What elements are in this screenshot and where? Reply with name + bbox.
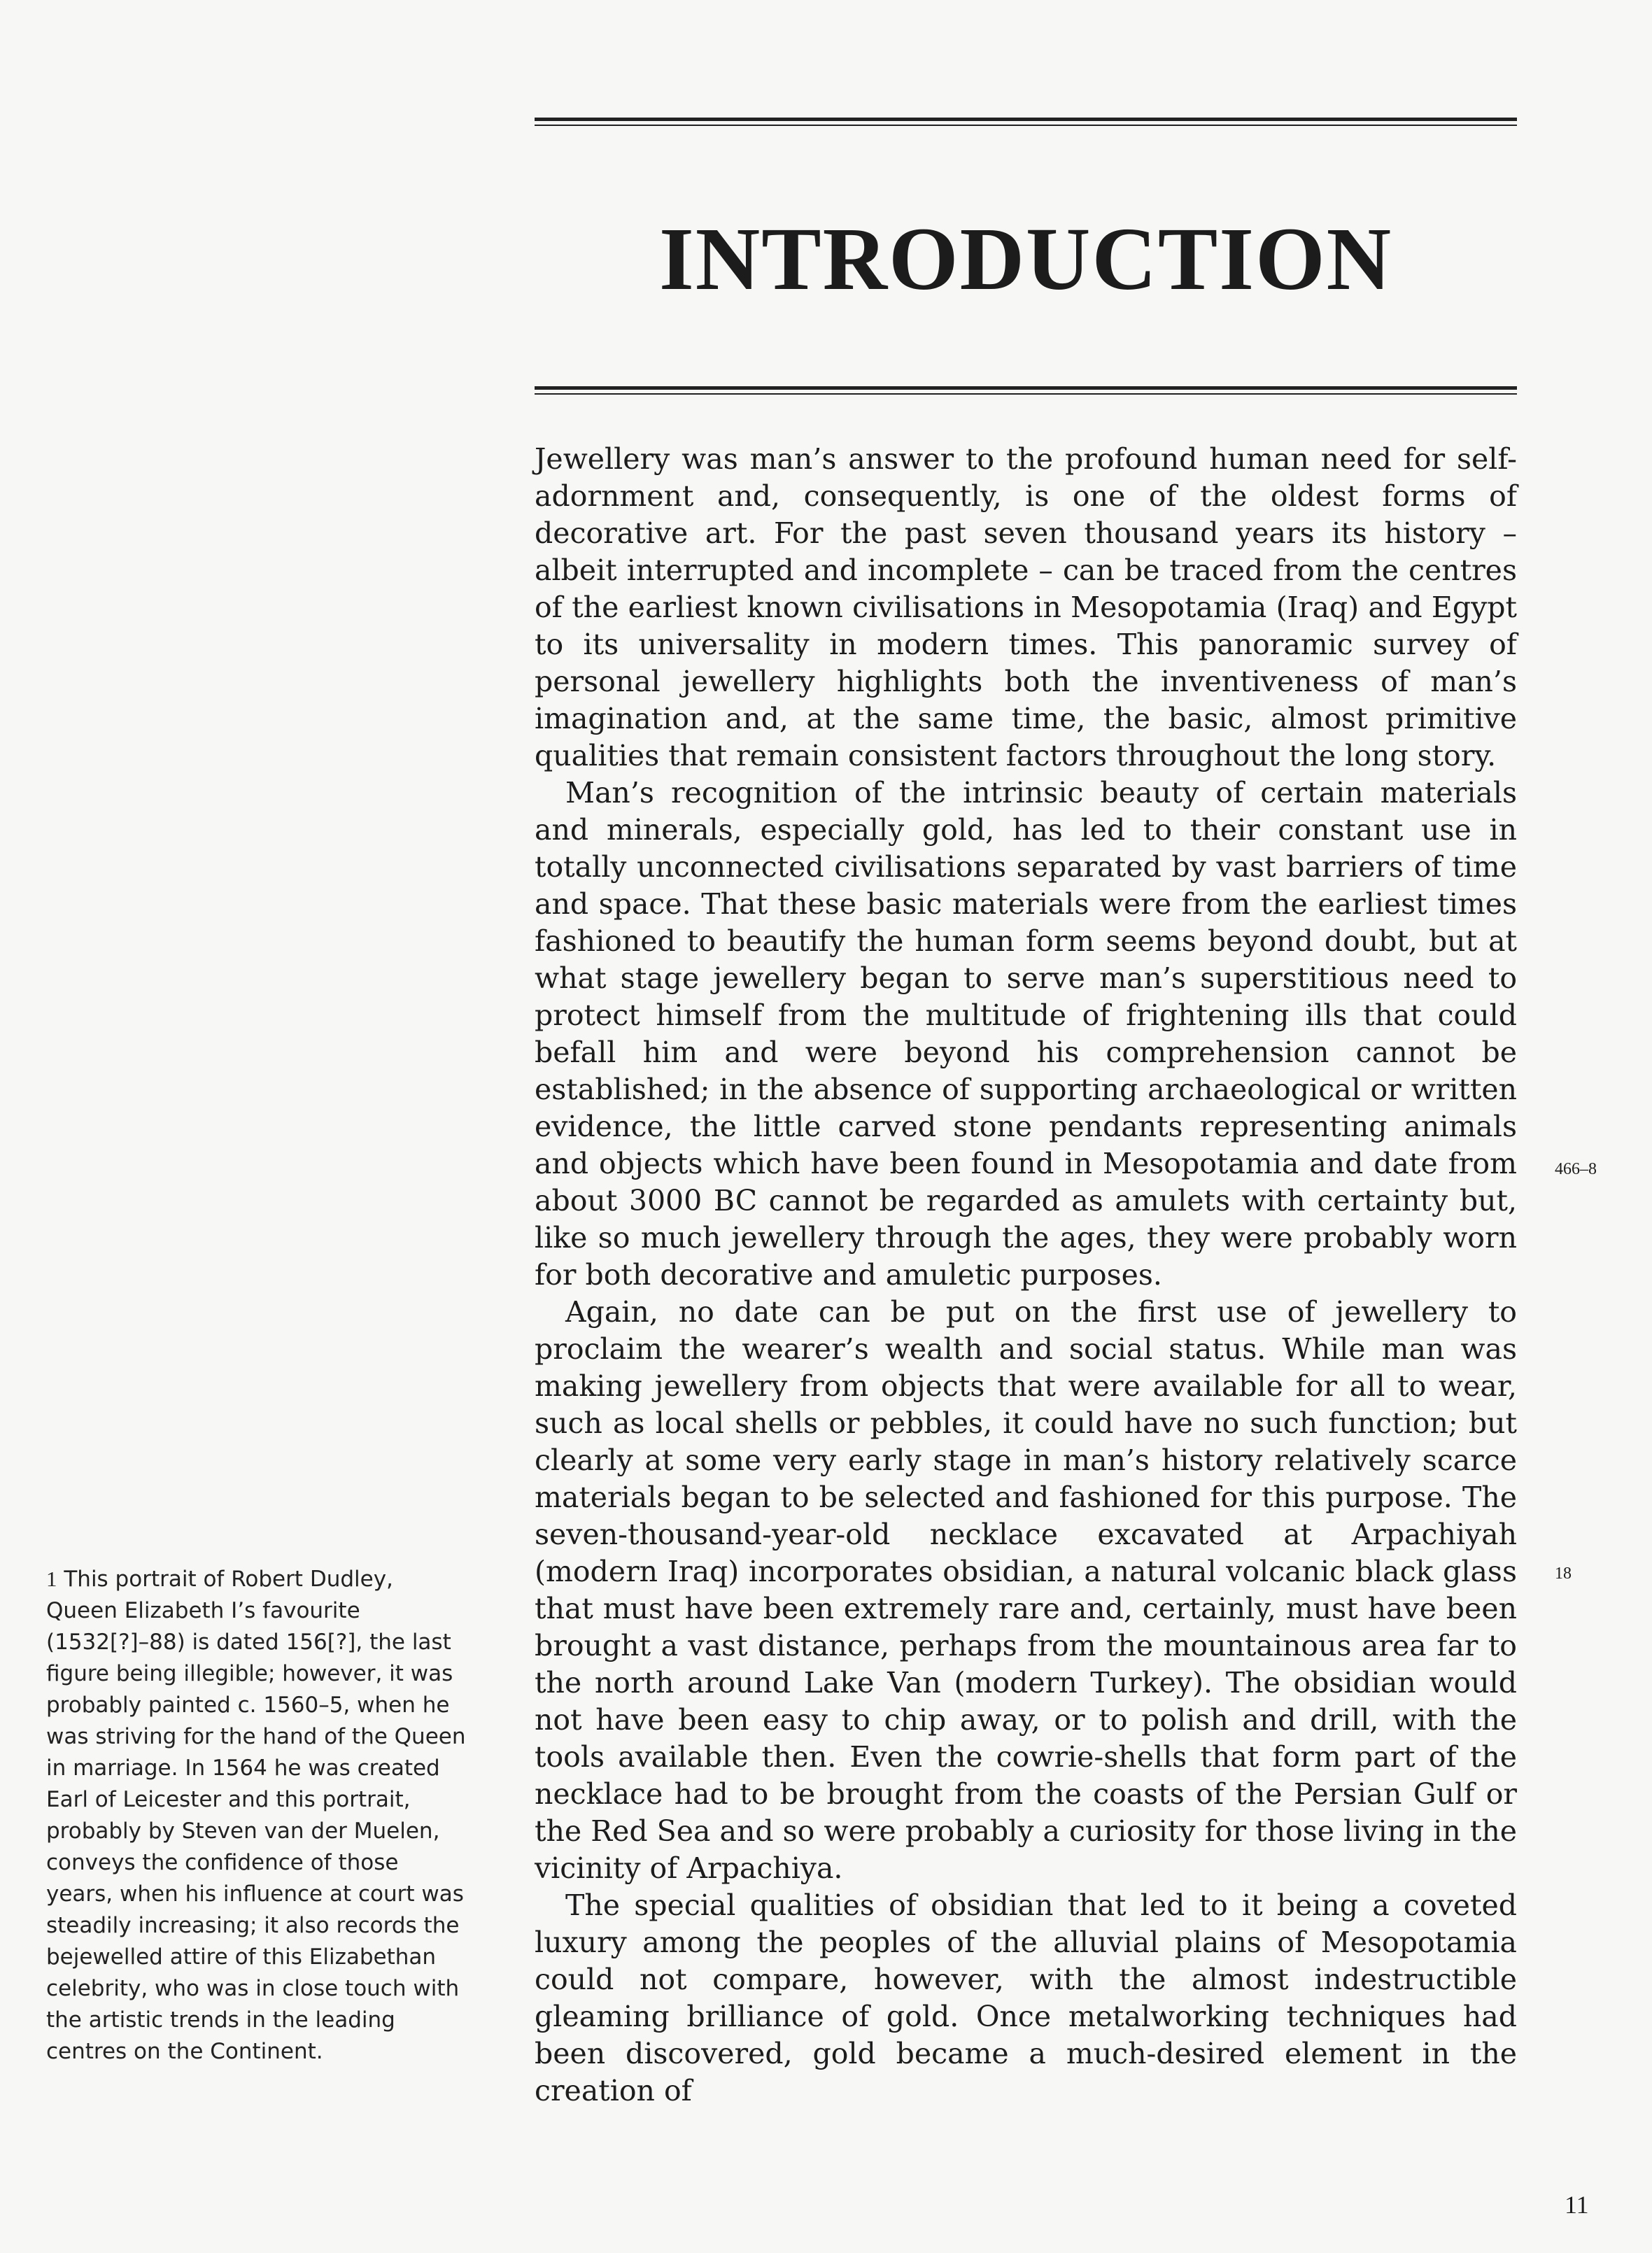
body-text [535, 441, 1517, 2110]
caption-figure-number: 1 [46, 1567, 57, 1591]
caption-text: This portrait of Robert Dudley, Queen Elizabeth I’s favourite (1532[?]–88) is dated 156[?], the last figure being illegible; however, it was probably painted c. 1560–5, when he was striving for the hand of the Queen in marriage. In 1564 he was created Earl of Leicester and this portrait, probably by Steven van der Muelen, conveys the confidence of those years, when his influence at court was steadily increasing; it also records the bejewelled attire of this Elizabethan celebrity, who was in close touch with the artistic trends in the leading centres on the Continent. [46, 1567, 466, 2064]
margin-figure-reference: 18 [1555, 1565, 1572, 1583]
top-double-rule [535, 118, 1517, 126]
body-paragraph-1: Jewellery was man’s answer to the profound human need for self-adornment and, consequently, is one of the oldest forms of decorative art. For the past seven thousand years its history – albeit interrupted and incomplete – can be traced from the centres of the earliest known civilisations in Mesopotamia (Iraq) and Egypt to its universality in modern times. This panoramic survey of personal jewellery highlights both the inventiveness of man’s imagination and, at the same time, the basic, almost primitive qualities that remain consistent factors throughout the long story. [535, 442, 1517, 772]
page-number: 11 [1565, 2191, 1589, 2219]
body-paragraph-3: Again, no date can be put on the first use of jewellery to proclaim the wearer’s wealth and social status. While man was making jewellery from objects that were available for all to wear, such as local shells or pebbles, it could have no such function; but clearly at some very early stage in man’s history relatively scarce materials began to be selected and fashioned for this purpose. The seven-thousand-year-old necklace excavated at Arpachiyah (modern Iraq) incorporates obsidian, a natural volcanic black glass that must have been extremely rare and, certainly, must have been brought a vast distance, perhaps from the mountainous area far to the north around Lake Van (modern Turkey). The obsidian would not have been easy to chip away, or to polish and drill, with the tools available then. Even the cowrie-shells that form part of the necklace had to be brought from the coasts of the Persian Gulf or the Red Sea and so were probably a curiosity for those living in the vicinity of Arpachiya. [535, 1295, 1517, 1885]
chapter-title: INTRODUCTION [658, 209, 1393, 309]
body-paragraph-2: Man’s recognition of the intrinsic beauty of certain materials and minerals, especially gold, has led to their constant use in totally unconnected civilisations separated by vast barriers of time and space. That these basic materials were from the earliest times fashioned to beautify the human form seems beyond doubt, but at what stage jewellery began to serve man’s superstitious need to protect himself from the multitude of frightening ills that could befall him and were beyond his comprehension cannot be established; in the absence of supporting archaeological or written evidence, the little carved stone pendants representing animals and objects which have been found in Mesopotamia and date from about 3000 BC cannot be regarded as amulets with certainty but, like so much jewellery through the ages, they were probably worn for both decorative and amuletic purposes. [535, 776, 1517, 1292]
margin-figure-reference: 466–8 [1555, 1160, 1597, 1178]
body-paragraph-4: The special qualities of obsidian that led to it being a coveted luxury among the peoples of the alluvial plains of Mesopotamia could not compare, however, with the almost indestructible gleaming brilliance of gold. Once metalworking techniques had been discovered, gold became a much-desired element in the creation of [535, 1888, 1517, 2107]
title-double-rule [535, 386, 1517, 395]
figure-caption [46, 1563, 466, 2068]
